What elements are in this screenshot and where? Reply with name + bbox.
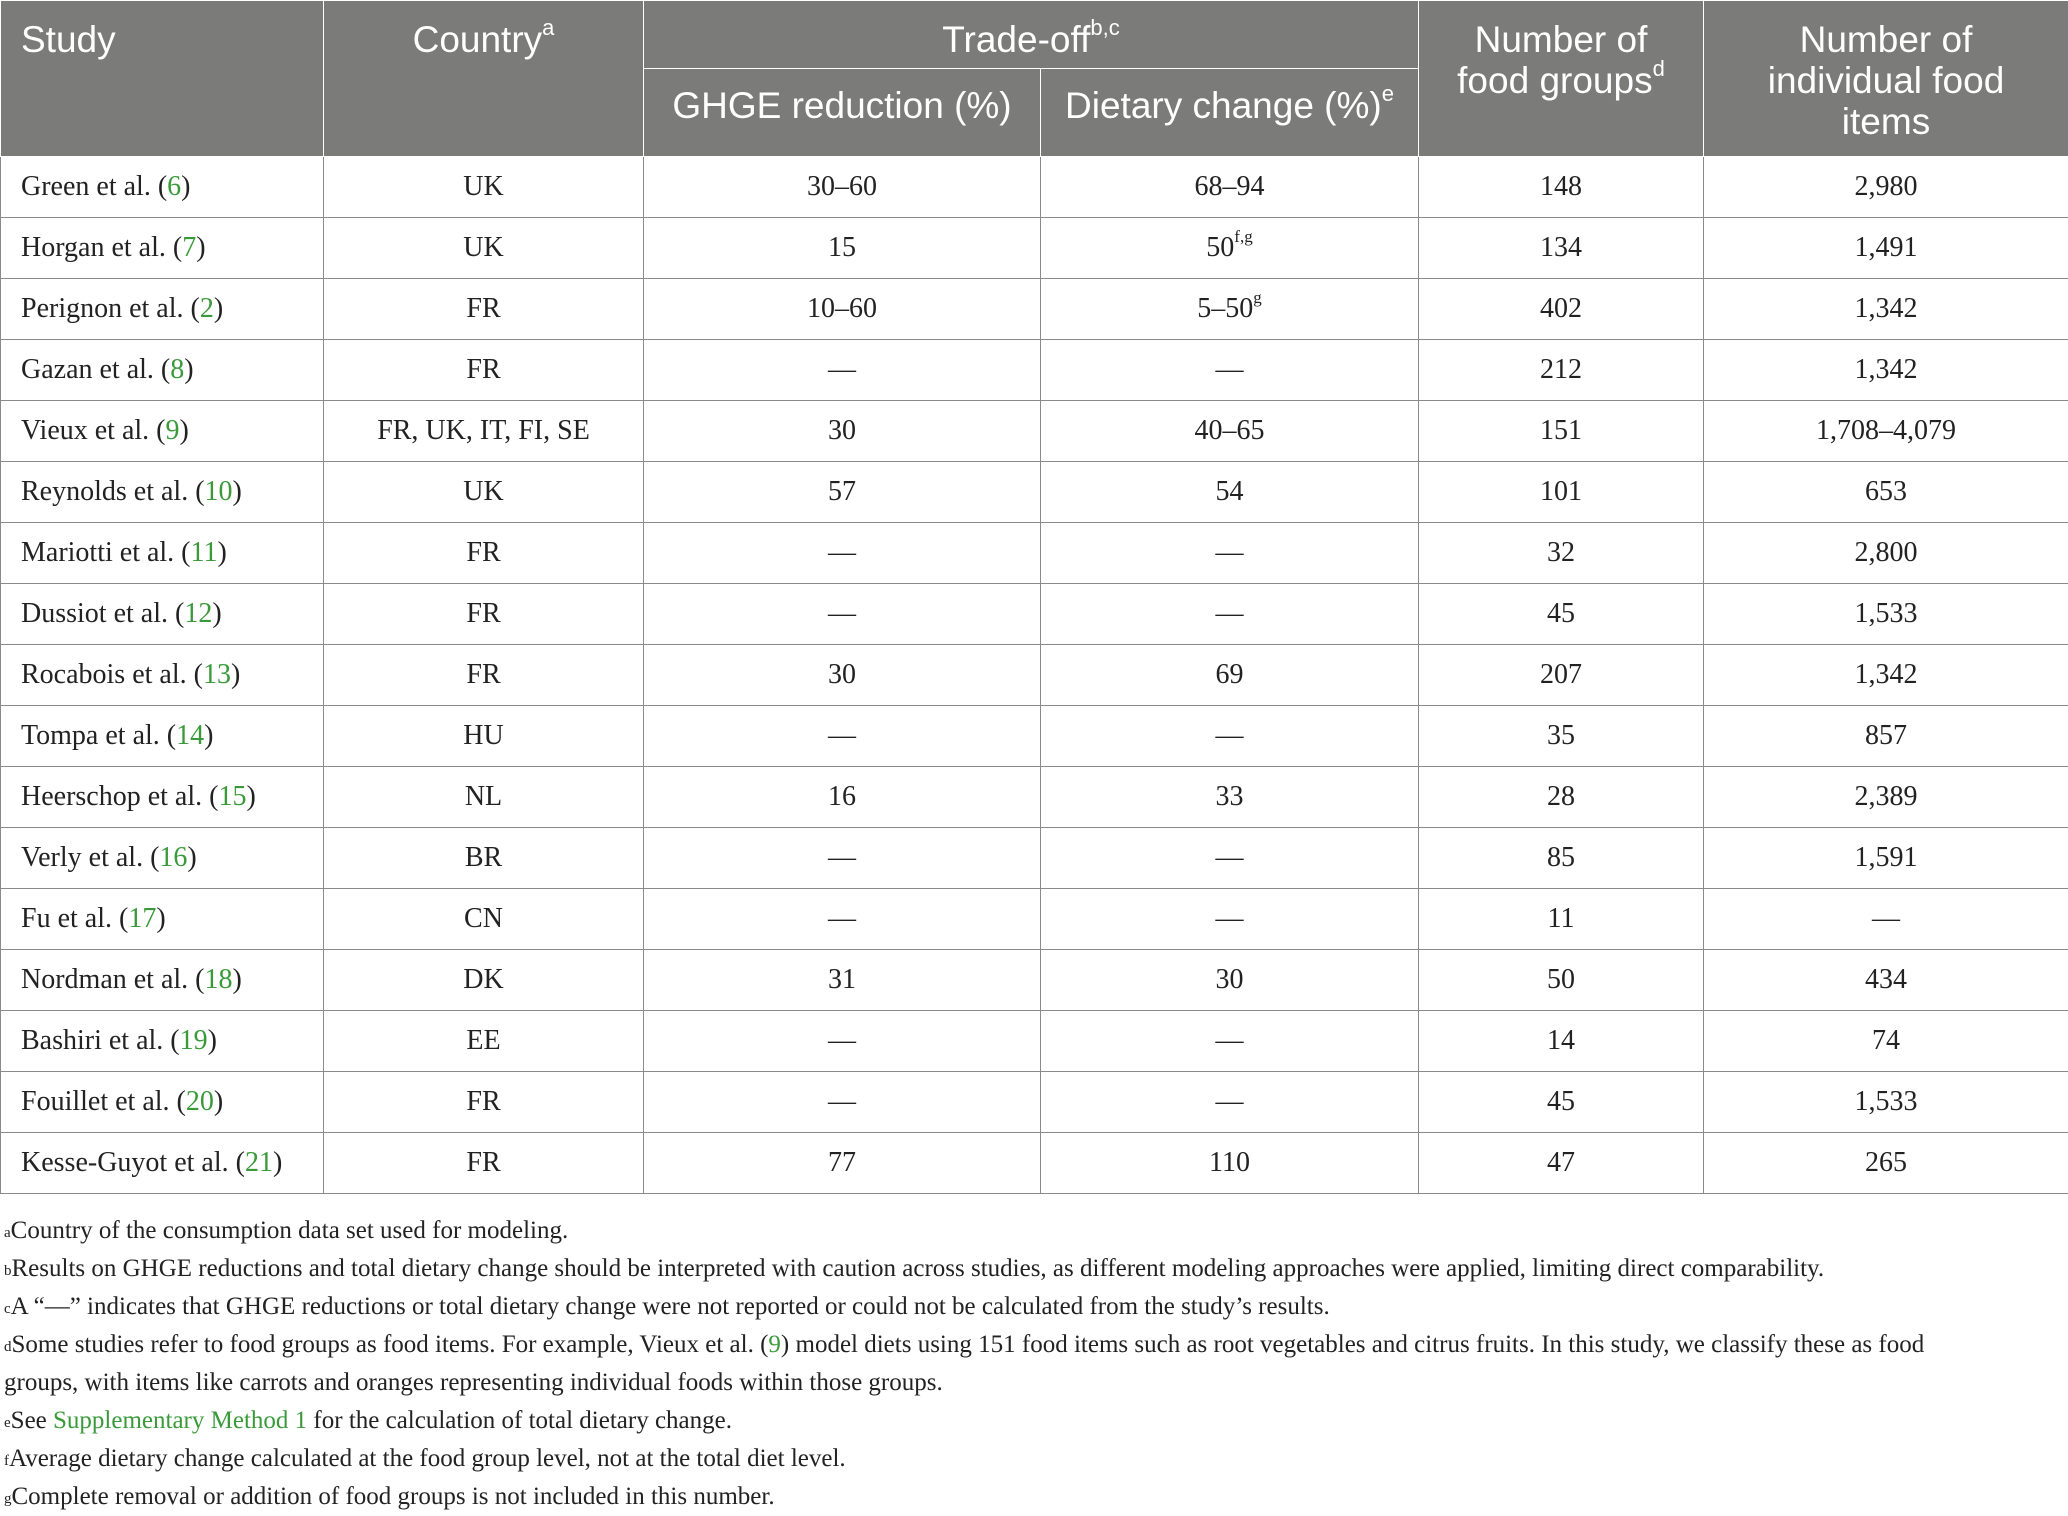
- cell-dietary-change: —: [1041, 584, 1419, 645]
- reference-close: ): [179, 415, 188, 446]
- cell-study: [1, 1072, 324, 1133]
- reference-close: ): [184, 354, 193, 385]
- cell-country: NL: [324, 767, 644, 828]
- reference-link[interactable]: 20: [186, 1086, 214, 1117]
- table-row: [1, 279, 2068, 340]
- cell-country: FR: [324, 523, 644, 584]
- cell-individual-items: 2,800: [1704, 523, 2068, 584]
- header-dietary-change: Dietary change (%)$^e$: [1041, 69, 1419, 157]
- cell-ghge-reduction: 15: [644, 218, 1041, 279]
- header-country: Country$^a$: [324, 1, 644, 157]
- cell-study: [1, 401, 324, 462]
- table-row: [1, 1133, 2068, 1194]
- table-row: [1, 157, 2068, 218]
- reference-link[interactable]: 17: [128, 903, 156, 934]
- cell-individual-items: 74: [1704, 1011, 2068, 1072]
- cell-study: [1, 523, 324, 584]
- cell-individual-items: 1,533: [1704, 584, 2068, 645]
- reference-close: ): [181, 171, 190, 202]
- reference-close: ): [246, 781, 255, 812]
- cell-study: [1, 950, 324, 1011]
- footnote-e: $^e$See Supplementary Method 1 for the calculation of total dietary change.: [0, 1402, 2068, 1440]
- cell-study: [1, 706, 324, 767]
- table-row: [1, 767, 2068, 828]
- table-row: [1, 401, 2068, 462]
- cell-individual-items: 1,533: [1704, 1072, 2068, 1133]
- reference-close: ): [156, 903, 165, 934]
- cell-food-groups: 11: [1419, 889, 1704, 950]
- table-row: [1, 645, 2068, 706]
- reference-close: ): [273, 1147, 282, 1178]
- cell-study: [1, 645, 324, 706]
- cell-country: FR: [324, 645, 644, 706]
- reference-close: ): [196, 232, 205, 263]
- cell-individual-items: 1,708–4,079: [1704, 401, 2068, 462]
- cell-study: [1, 889, 324, 950]
- reference-link[interactable]: 10: [205, 476, 233, 507]
- reference-link[interactable]: 6: [167, 171, 181, 202]
- study-name: Fu et al. (: [21, 903, 128, 934]
- cell-country: UK: [324, 157, 644, 218]
- cell-country: HU: [324, 706, 644, 767]
- cell-food-groups: 45: [1419, 1072, 1704, 1133]
- cell-country: EE: [324, 1011, 644, 1072]
- reference-close: ): [208, 1025, 217, 1056]
- header-ghge-reduction: GHGE reduction (%): [644, 69, 1041, 157]
- study-name: Mariotti et al. (: [21, 537, 191, 568]
- reference-link[interactable]: 12: [184, 598, 212, 629]
- study-name: Verly et al. (: [21, 842, 159, 873]
- cell-study: [1, 218, 324, 279]
- cell-dietary-change: —: [1041, 523, 1419, 584]
- study-name: Bashiri et al. (: [21, 1025, 180, 1056]
- cell-ghge-reduction: 57: [644, 462, 1041, 523]
- reference-close: ): [217, 537, 226, 568]
- table-row: [1, 889, 2068, 950]
- cell-country: DK: [324, 950, 644, 1011]
- cell-individual-items: —: [1704, 889, 2068, 950]
- cell-study: [1, 584, 324, 645]
- study-name: Dussiot et al. (: [21, 598, 184, 629]
- table-row: [1, 218, 2068, 279]
- reference-link[interactable]: 9: [165, 415, 179, 446]
- cell-study: [1, 462, 324, 523]
- cell-dietary-change: 50$^{f,g}$: [1041, 218, 1419, 279]
- cell-food-groups: 207: [1419, 645, 1704, 706]
- cell-food-groups: 151: [1419, 401, 1704, 462]
- cell-dietary-change: —: [1041, 1011, 1419, 1072]
- table-row: [1, 584, 2068, 645]
- cell-study: [1, 340, 324, 401]
- cell-dietary-change: 33: [1041, 767, 1419, 828]
- cell-food-groups: 14: [1419, 1011, 1704, 1072]
- table-row: [1, 706, 2068, 767]
- header-food-groups: Number of food groups$^d$: [1419, 1, 1704, 157]
- cell-ghge-reduction: 30: [644, 645, 1041, 706]
- cell-dietary-change: 54: [1041, 462, 1419, 523]
- cell-food-groups: 101: [1419, 462, 1704, 523]
- cell-ghge-reduction: —: [644, 828, 1041, 889]
- table-row: [1, 340, 2068, 401]
- cell-individual-items: 1,491: [1704, 218, 2068, 279]
- study-name: Fouillet et al. (: [21, 1086, 186, 1117]
- cell-food-groups: 47: [1419, 1133, 1704, 1194]
- footnotes: [0, 1212, 2068, 1516]
- study-name: Rocabois et al. (: [21, 659, 203, 690]
- reference-link[interactable]: 21: [245, 1147, 273, 1178]
- table-row: [1, 1011, 2068, 1072]
- cell-study: [1, 1133, 324, 1194]
- cell-ghge-reduction: —: [644, 1072, 1041, 1133]
- cell-dietary-change: 40–65: [1041, 401, 1419, 462]
- cell-dietary-change: —: [1041, 828, 1419, 889]
- cell-country: UK: [324, 218, 644, 279]
- reference-link[interactable]: 16: [159, 842, 187, 873]
- header-individual-items: Number of individual food items: [1704, 1, 2068, 157]
- footnote-f: $^f$Average dietary change calculated at the food group level, not at the total diet level.: [0, 1440, 2068, 1478]
- cell-country: UK: [324, 462, 644, 523]
- cell-ghge-reduction: 31: [644, 950, 1041, 1011]
- cell-dietary-change: —: [1041, 889, 1419, 950]
- table-body: [1, 157, 2068, 1194]
- study-name: Perignon et al. (: [21, 293, 200, 324]
- cell-food-groups: 85: [1419, 828, 1704, 889]
- cell-individual-items: 265: [1704, 1133, 2068, 1194]
- reference-close: ): [233, 476, 242, 507]
- reference-link[interactable]: 15: [218, 781, 246, 812]
- cell-individual-items: 2,389: [1704, 767, 2068, 828]
- cell-dietary-change: 68–94: [1041, 157, 1419, 218]
- reference-link[interactable]: 19: [180, 1025, 208, 1056]
- cell-study: [1, 828, 324, 889]
- table-row: [1, 1072, 2068, 1133]
- study-name: Horgan et al. (: [21, 232, 182, 263]
- cell-individual-items: 1,342: [1704, 279, 2068, 340]
- footnote-c: $^c$A “—” indicates that GHGE reductions or total dietary change were not reported or could not be calculated from the study’s results.: [0, 1288, 2068, 1326]
- study-name: Heerschop et al. (: [21, 781, 218, 812]
- cell-dietary-change: —: [1041, 340, 1419, 401]
- cell-study: [1, 157, 324, 218]
- cell-dietary-change: 30: [1041, 950, 1419, 1011]
- cell-country: FR: [324, 1072, 644, 1133]
- cell-country: FR: [324, 1133, 644, 1194]
- cell-food-groups: 212: [1419, 340, 1704, 401]
- cell-study: [1, 279, 324, 340]
- cell-dietary-change: —: [1041, 1072, 1419, 1133]
- study-name: Vieux et al. (: [21, 415, 165, 446]
- study-name: Tompa et al. (: [21, 720, 176, 751]
- cell-food-groups: 28: [1419, 767, 1704, 828]
- reference-close: ): [214, 293, 223, 324]
- cell-food-groups: 35: [1419, 706, 1704, 767]
- footnote-a: $^a$Country of the consumption data set used for modeling.: [0, 1212, 2068, 1250]
- cell-ghge-reduction: —: [644, 706, 1041, 767]
- cell-country: FR, UK, IT, FI, SE: [324, 401, 644, 462]
- cell-country: FR: [324, 279, 644, 340]
- cell-study: [1, 767, 324, 828]
- reference-link[interactable]: 13: [203, 659, 231, 690]
- cell-study: [1, 1011, 324, 1072]
- study-name: Kesse-Guyot et al. (: [21, 1147, 245, 1178]
- cell-food-groups: 148: [1419, 157, 1704, 218]
- reference-close: ): [231, 659, 240, 690]
- footnote-b: $^b$Results on GHGE reductions and total dietary change should be interpreted with caution across studies, as different modeling approaches were applied, limiting direct comparability.: [0, 1250, 2068, 1288]
- reference-link[interactable]: 18: [205, 964, 233, 995]
- header-tradeoff: Trade-off$^{b,c}$: [644, 1, 1419, 69]
- cell-country: FR: [324, 584, 644, 645]
- table-row: [1, 950, 2068, 1011]
- reference-close: ): [214, 1086, 223, 1117]
- cell-individual-items: 857: [1704, 706, 2068, 767]
- cell-ghge-reduction: 30–60: [644, 157, 1041, 218]
- cell-individual-items: 1,342: [1704, 340, 2068, 401]
- dietary-footnote-mark: g: [1253, 288, 1262, 307]
- header-study: Study: [1, 1, 324, 157]
- cell-food-groups: 32: [1419, 523, 1704, 584]
- cell-ghge-reduction: 30: [644, 401, 1041, 462]
- cell-ghge-reduction: 16: [644, 767, 1041, 828]
- table-header: [1, 1, 2068, 157]
- cell-ghge-reduction: 10–60: [644, 279, 1041, 340]
- cell-dietary-change: 69: [1041, 645, 1419, 706]
- cell-individual-items: 653: [1704, 462, 2068, 523]
- cell-dietary-change: 5–50$^g$: [1041, 279, 1419, 340]
- cell-individual-items: 1,591: [1704, 828, 2068, 889]
- footnote-d: $^d$Some studies refer to food groups as food items. For example, Vieux et al. (9) model diets using 151 food items such as root vegetables and citrus fruits. In this study, we classify these as food groups, with items like carrots and oranges representing individual foods within those groups.: [0, 1326, 2068, 1402]
- cell-dietary-change: —: [1041, 706, 1419, 767]
- cell-ghge-reduction: —: [644, 889, 1041, 950]
- cell-dietary-change: 110: [1041, 1133, 1419, 1194]
- reference-link[interactable]: 2: [200, 293, 214, 324]
- cell-food-groups: 45: [1419, 584, 1704, 645]
- cell-country: BR: [324, 828, 644, 889]
- cell-individual-items: 434: [1704, 950, 2068, 1011]
- reference-close: ): [212, 598, 221, 629]
- study-name: Nordman et al. (: [21, 964, 205, 995]
- reference-link[interactable]: 7: [182, 232, 196, 263]
- cell-food-groups: 50: [1419, 950, 1704, 1011]
- table-row: [1, 523, 2068, 584]
- cell-ghge-reduction: 77: [644, 1133, 1041, 1194]
- cell-individual-items: 2,980: [1704, 157, 2068, 218]
- cell-ghge-reduction: —: [644, 1011, 1041, 1072]
- table-row: [1, 828, 2068, 889]
- study-name: Green et al. (: [21, 171, 167, 202]
- cell-ghge-reduction: —: [644, 523, 1041, 584]
- cell-ghge-reduction: —: [644, 584, 1041, 645]
- reference-close: ): [233, 964, 242, 995]
- cell-country: FR: [324, 340, 644, 401]
- reference-link[interactable]: 8: [170, 354, 184, 385]
- footnote-g: $^g$Complete removal or addition of food groups is not included in this number.: [0, 1478, 2068, 1516]
- reference-link[interactable]: 11: [191, 537, 218, 568]
- cell-food-groups: 402: [1419, 279, 1704, 340]
- footnote-d-ref-link[interactable]: 9: [768, 1331, 781, 1358]
- reference-close: ): [187, 842, 196, 873]
- supplementary-method-link[interactable]: Supplementary Method 1: [53, 1407, 307, 1434]
- reference-close: ): [204, 720, 213, 751]
- dietary-footnote-mark: f,g: [1234, 227, 1252, 246]
- study-name: Gazan et al. (: [21, 354, 170, 385]
- cell-food-groups: 134: [1419, 218, 1704, 279]
- cell-ghge-reduction: —: [644, 340, 1041, 401]
- cell-country: CN: [324, 889, 644, 950]
- table-row: [1, 462, 2068, 523]
- cell-individual-items: 1,342: [1704, 645, 2068, 706]
- reference-link[interactable]: 14: [176, 720, 204, 751]
- study-name: Reynolds et al. (: [21, 476, 205, 507]
